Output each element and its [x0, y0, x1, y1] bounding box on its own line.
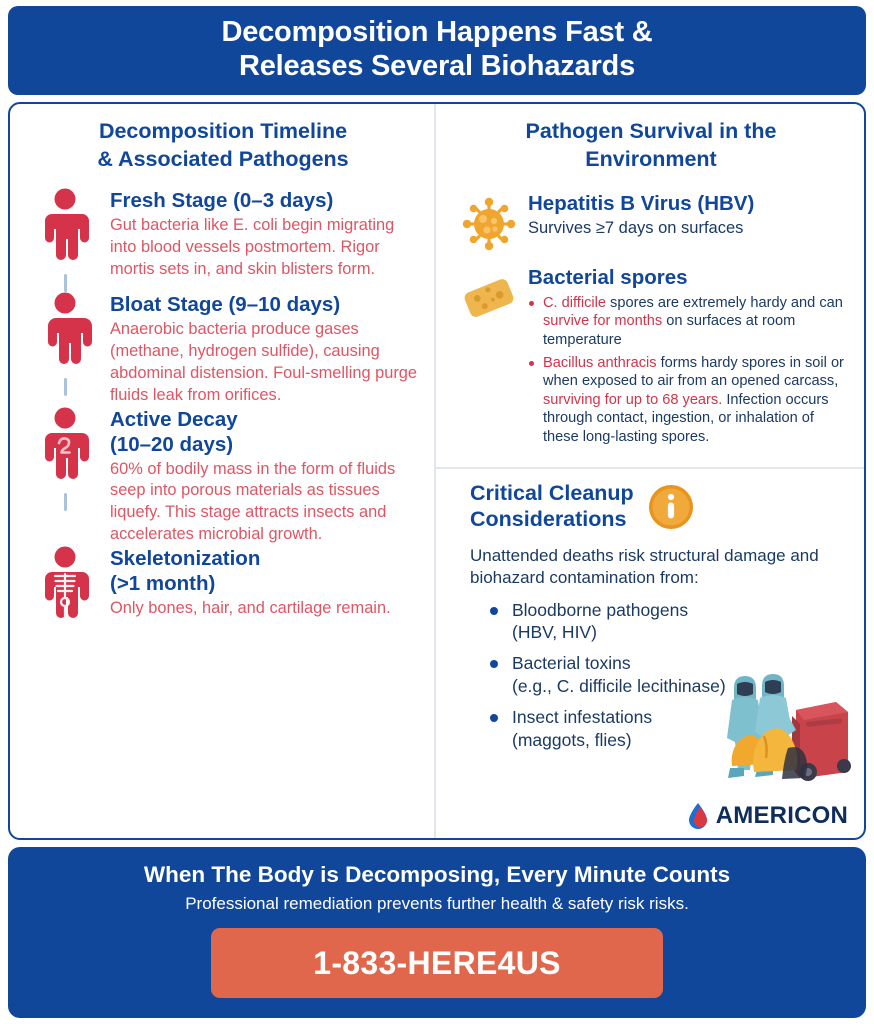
content-card	[8, 102, 866, 839]
spores-bullet-item	[528, 294, 852, 349]
spores-title: Bacterial spores	[528, 266, 688, 290]
page-title	[38, 15, 836, 83]
cleanup-item-main: Insect infestations	[512, 707, 653, 728]
spore-highlight: survive for months	[543, 313, 663, 330]
footer-title: When The Body is Decomposing, Every Minute Counts	[143, 861, 731, 887]
pathogen-icon-column	[450, 266, 528, 326]
pathogen-subtitle: Survives ≥7 days on surfaces	[528, 218, 744, 237]
stage-icon-column	[22, 407, 108, 511]
cleanup-title	[470, 481, 634, 533]
spore-text: forms hardy spores in soil or when exposed to air from an opened carcass,	[543, 355, 844, 390]
cleanup-item-main: Bacterial toxins	[512, 653, 631, 674]
spores-bullet-item	[528, 354, 852, 446]
stage-title-text: Fresh Stage	[110, 189, 228, 213]
timeline-stage	[22, 546, 424, 624]
pathogen-body	[528, 192, 852, 239]
phone-cta-button[interactable]	[211, 928, 663, 998]
spore-highlight: Bacillus anthracis	[543, 355, 657, 372]
stage-duration: (>1 month)	[110, 571, 216, 595]
americon-brand	[687, 802, 848, 830]
stage-title	[110, 407, 424, 457]
right-column-heading	[450, 118, 852, 174]
hazmat-workers-icon	[704, 666, 856, 796]
stage-title	[110, 292, 424, 317]
stage-title-text: Skeletonization	[110, 546, 261, 570]
timeline-connector	[64, 378, 67, 396]
right-heading-line2: Environment	[585, 147, 717, 172]
left-heading-line1: Decomposition Timeline	[98, 119, 348, 144]
header-banner	[8, 6, 866, 95]
stage-duration: (0–3 days)	[233, 189, 334, 213]
person-figure-icon	[35, 188, 95, 266]
pathogen-icon-column	[450, 192, 528, 252]
stage-body	[108, 292, 424, 406]
footer-cta-banner	[8, 847, 866, 1018]
stage-title-text: Active Decay	[110, 407, 238, 431]
brand-name: AMERICON	[715, 801, 848, 829]
person-figure-icon	[35, 292, 95, 370]
stage-body	[108, 407, 424, 546]
stage-body	[108, 546, 424, 620]
right-heading-line1: Pathogen Survival in the	[525, 119, 777, 144]
spore-text: on surfaces at room temperature	[543, 313, 796, 348]
person-figure-decay-icon	[35, 407, 95, 485]
stage-body	[108, 188, 424, 280]
header-title-line1: Decomposition Happens Fast &	[221, 16, 653, 48]
stage-icon-column	[22, 188, 108, 292]
spore-highlight: surviving for up to 68 years.	[543, 391, 723, 408]
stage-description: Gut bacteria like E. coli begin migrating into blood vessels postmortem. Rigor mortis sets in, and skin blisters form.	[110, 216, 395, 278]
cleanup-list-item	[490, 599, 852, 644]
cleanup-title-line1: Critical Cleanup	[470, 480, 634, 505]
cleanup-header	[450, 481, 852, 533]
section-divider	[436, 467, 864, 469]
pathogen-body	[528, 266, 852, 451]
stage-duration: (10–20 days)	[110, 432, 234, 456]
pathogen-hbv	[450, 192, 852, 252]
spore-text: spores are extremely hardy and can	[606, 294, 843, 311]
timeline-stage	[22, 188, 424, 292]
timeline-connector	[64, 493, 67, 511]
stage-description: 60% of bodily mass in the form of fluids seep into porous materials as tissues liquefy. This stage attracts insects and accelerates microbial growth.	[110, 459, 396, 543]
pathogen-title: Hepatitis B Virus (HBV)	[528, 192, 755, 216]
spore-text: Infection occurs through contact, ingestion, or inhalation of these long-lasting spores.	[543, 391, 829, 445]
person-skeleton-icon	[35, 546, 95, 624]
cleanup-item-sub: (HBV, HIV)	[512, 622, 597, 643]
footer-subtitle: Professional remediation prevents further health & safety risk risks.	[185, 893, 689, 913]
timeline-connector	[64, 274, 67, 292]
timeline-stage	[22, 292, 424, 406]
virus-icon	[461, 196, 517, 252]
decomposition-timeline-column	[10, 104, 434, 837]
critical-cleanup-section	[450, 481, 852, 832]
stage-title-text: Bloat Stage	[110, 293, 223, 317]
stage-icon-column	[22, 546, 108, 624]
stage-description: Anaerobic bacteria produce gases (methane, hydrogen sulfide), causing abdominal distension. Foul-smelling purge fluids leak from orifices.	[110, 320, 418, 404]
left-column-heading	[22, 118, 424, 174]
header-title-line2: Releases Several Biohazards	[239, 50, 635, 83]
timeline-list	[22, 188, 424, 624]
americon-droplet-icon	[687, 802, 711, 830]
cleanup-lead-text: Unattended deaths risk structural damage and biohazard contamination from:	[470, 545, 819, 587]
pathogen-survival-column	[434, 104, 864, 837]
stage-title	[110, 546, 424, 596]
bacterial-spore-icon	[458, 270, 520, 326]
spore-highlight: C. difficile	[543, 294, 606, 311]
stage-icon-column	[22, 292, 108, 396]
spores-bullet-list	[528, 294, 852, 446]
pathogen-bacterial-spores	[450, 266, 852, 451]
cleanup-item-main: Bloodborne pathogens	[512, 599, 689, 620]
timeline-stage	[22, 407, 424, 546]
cleanup-item-sub: (maggots, flies)	[512, 729, 632, 750]
stage-duration: (9–10 days)	[228, 293, 341, 317]
phone-number-label: 1-833-HERE4US	[313, 944, 561, 981]
cleanup-title-line2: Considerations	[470, 506, 627, 531]
info-icon	[648, 484, 694, 530]
stage-title	[110, 188, 424, 213]
stage-description: Only bones, hair, and cartilage remain.	[110, 598, 391, 617]
left-heading-line2: & Associated Pathogens	[97, 147, 349, 172]
cleanup-item-sub: (e.g., C. difficile lecithinase)	[512, 675, 726, 696]
